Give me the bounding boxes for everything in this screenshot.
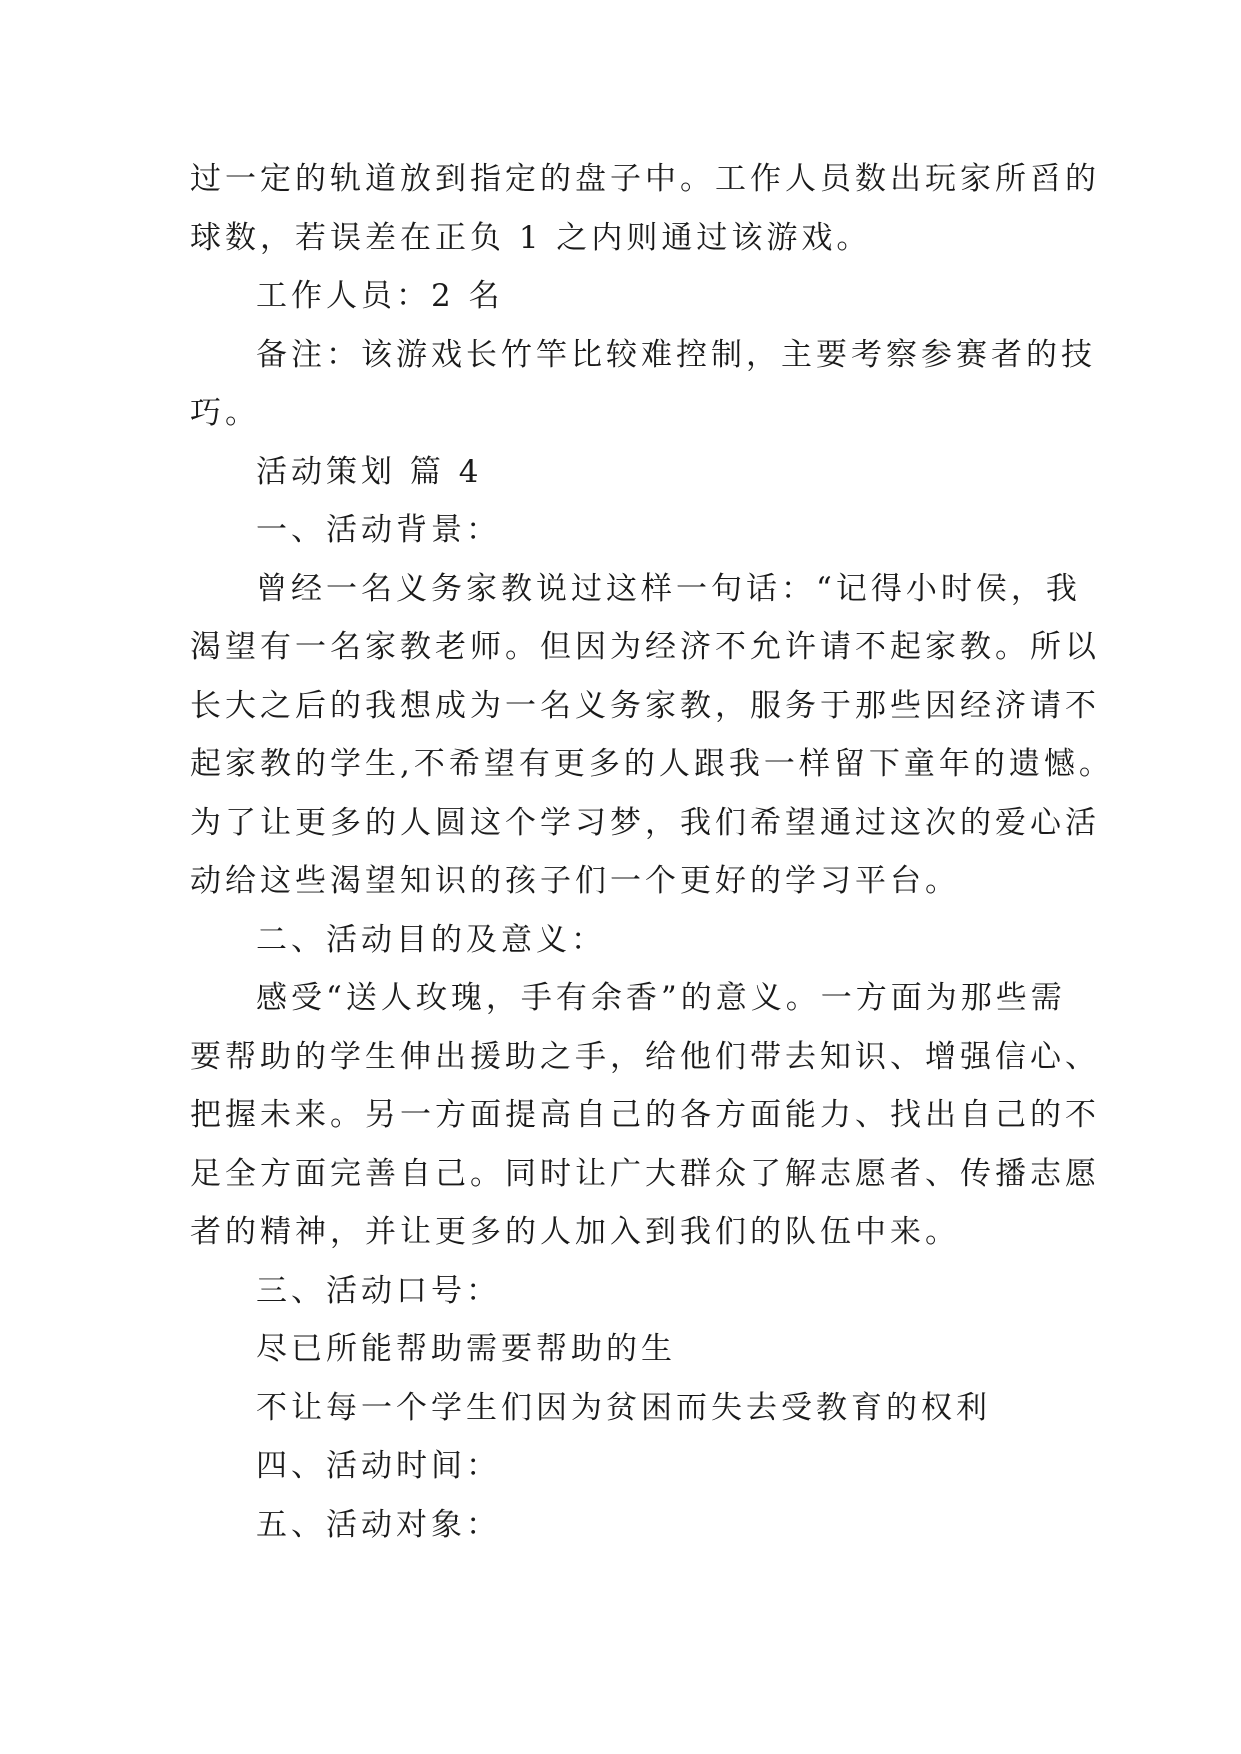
text-line: 活动策划 篇 4 — [256, 453, 483, 490]
text-line: 过一定的轨道放到指定的盘子中。工作人员数出玩家所舀的 — [190, 161, 1100, 197]
text-line: 动给这些渴望知识的孩子们一个更好的学习平台。 — [190, 863, 960, 899]
text-line: 一、活动背景： — [256, 512, 501, 548]
text-line: 起家教的学生,不希望有更多的人跟我一样留下童年的遗憾。 — [190, 746, 1114, 782]
text-line: 要帮助的学生伸出援助之手，给他们带去知识、增强信心、 — [190, 1038, 1100, 1075]
text-line: 尽已所能帮助需要帮助的生 — [256, 1331, 676, 1367]
text-line: 感受“送人玫瑰，手有余香”的意义。一方面为那些需 — [256, 980, 1066, 1016]
document-body — [190, 150, 1114, 1554]
text-line: 渴望有一名家教老师。但因为经济不允许请不起家教。所以 — [190, 629, 1100, 665]
text-line: 五、活动对象： — [256, 1506, 501, 1543]
text-line: 长大之后的我想成为一名义务家教，服务于那些因经济请不 — [190, 687, 1100, 724]
text-line: 足全方面完善自己。同时让广大群众了解志愿者、传播志愿 — [190, 1155, 1100, 1192]
text-line: 巧。 — [190, 395, 260, 431]
text-line: 三、活动口号： — [256, 1272, 501, 1309]
text-line: 二、活动目的及意义： — [256, 921, 606, 958]
text-line: 把握未来。另一方面提高自己的各方面能力、找出自己的不 — [190, 1097, 1100, 1133]
text-line: 备注：该游戏长竹竿比较难控制，主要考察参赛者的技 — [256, 336, 1096, 373]
text-line: 不让每一个学生们因为贫困而失去受教育的权利 — [256, 1389, 991, 1426]
text-line: 球数，若误差在正负 1 之内则通过该游戏。 — [190, 219, 872, 256]
text-line: 工作人员：2 名 — [256, 278, 504, 314]
text-line: 者的精神，并让更多的人加入到我们的队伍中来。 — [190, 1214, 960, 1250]
text-line: 为了让更多的人圆这个学习梦，我们希望通过这次的爱心活 — [190, 804, 1100, 841]
text-line: 曾经一名义务家教说过这样一句话：“记得小时侯，我 — [256, 570, 1081, 607]
text-line: 四、活动时间： — [256, 1448, 501, 1484]
